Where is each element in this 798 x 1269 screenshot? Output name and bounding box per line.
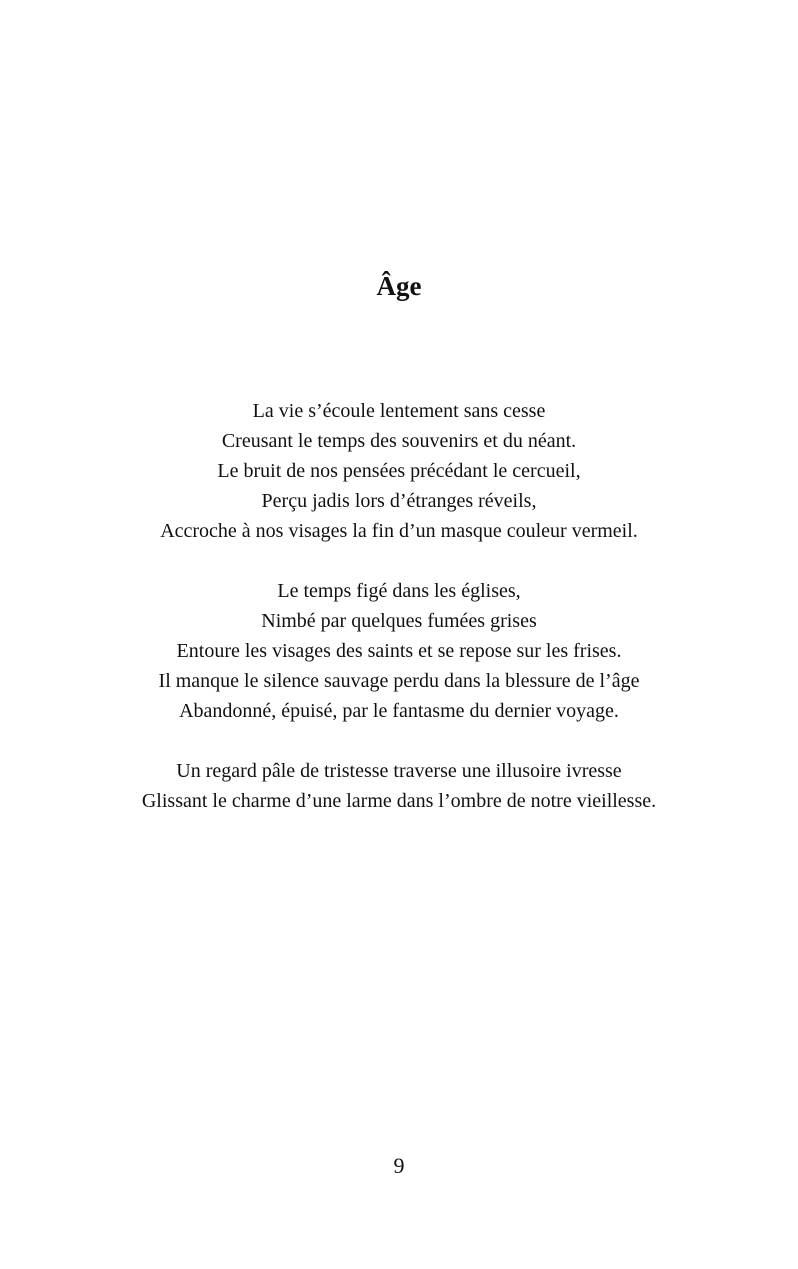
poem-line: Glissant le charme d’une larme dans l’ombre de notre vieillesse. [141, 790, 657, 812]
page-number: 9 [393, 1153, 405, 1178]
poem-line: La vie s’écoule lentement sans cesse [252, 400, 546, 422]
stanza-1 [0, 396, 798, 546]
poem-line: Creusant le temps des souvenirs et du néant. [221, 430, 577, 452]
poem-line: Le bruit de nos pensées précédant le cercueil, [217, 460, 581, 482]
poem-line: Entoure les visages des saints et se repose sur les frises. [176, 640, 622, 662]
poem-line: Nimbé par quelques fumées grises [261, 610, 537, 632]
poem-line: Un regard pâle de tristesse traverse une illusoire ivresse [176, 760, 622, 782]
poem-title: Âge [376, 271, 422, 301]
poem-line: Abandonné, épuisé, par le fantasme du dernier voyage. [179, 700, 619, 722]
poem-line: Il manque le silence sauvage perdu dans la blessure de l’âge [158, 670, 640, 692]
poem-line: Perçu jadis lors d’étranges réveils, [261, 490, 537, 512]
poem-body [0, 396, 798, 846]
poem-line: Le temps figé dans les églises, [277, 580, 521, 602]
stanza-2 [0, 576, 798, 726]
poem-line: Accroche à nos visages la fin d’un masque couleur vermeil. [160, 520, 638, 542]
stanza-3 [0, 756, 798, 816]
